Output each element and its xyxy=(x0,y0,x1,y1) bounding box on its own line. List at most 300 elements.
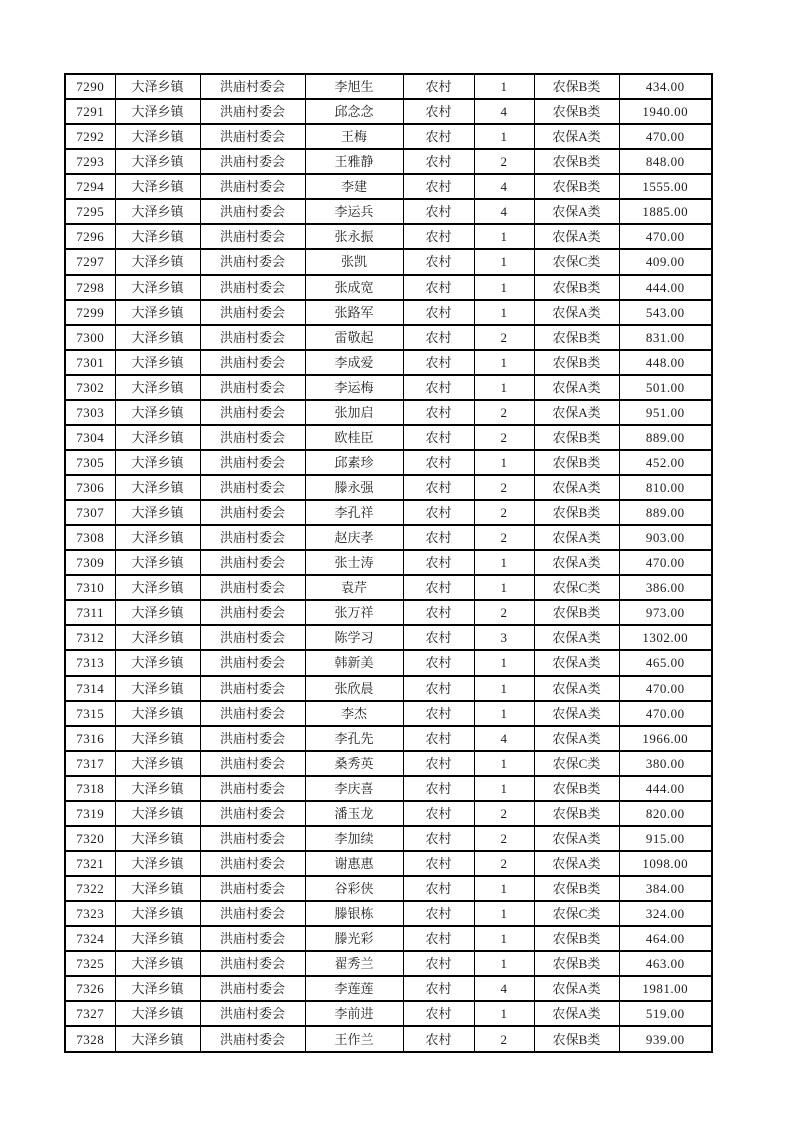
cell-id: 7303 xyxy=(65,400,115,425)
cell-category: 农保A类 xyxy=(534,300,619,325)
cell-amount: 1885.00 xyxy=(619,199,712,224)
table-row xyxy=(65,149,712,174)
cell-category: 农保C类 xyxy=(534,575,619,600)
cell-amount: 444.00 xyxy=(619,275,712,300)
cell-type: 农村 xyxy=(403,801,474,826)
cell-count: 1 xyxy=(474,676,534,701)
table-row xyxy=(65,425,712,450)
cell-amount: 380.00 xyxy=(619,751,712,776)
cell-name: 张成宽 xyxy=(305,275,403,300)
cell-town: 大泽乡镇 xyxy=(115,249,200,274)
cell-count: 1 xyxy=(474,751,534,776)
cell-town: 大泽乡镇 xyxy=(115,149,200,174)
cell-type: 农村 xyxy=(403,199,474,224)
cell-village: 洪庙村委会 xyxy=(200,149,305,174)
cell-id: 7328 xyxy=(65,1026,115,1052)
cell-type: 农村 xyxy=(403,450,474,475)
cell-town: 大泽乡镇 xyxy=(115,701,200,726)
cell-amount: 464.00 xyxy=(619,926,712,951)
cell-count: 4 xyxy=(474,199,534,224)
cell-id: 7302 xyxy=(65,375,115,400)
cell-town: 大泽乡镇 xyxy=(115,400,200,425)
cell-category: 农保A类 xyxy=(534,851,619,876)
cell-id: 7326 xyxy=(65,976,115,1001)
table-body xyxy=(65,74,712,1052)
cell-village: 洪庙村委会 xyxy=(200,926,305,951)
cell-count: 1 xyxy=(474,575,534,600)
cell-type: 农村 xyxy=(403,525,474,550)
cell-village: 洪庙村委会 xyxy=(200,249,305,274)
table-row xyxy=(65,826,712,851)
cell-count: 2 xyxy=(474,500,534,525)
cell-count: 2 xyxy=(474,851,534,876)
table-row xyxy=(65,701,712,726)
cell-name: 李莲莲 xyxy=(305,976,403,1001)
cell-town: 大泽乡镇 xyxy=(115,575,200,600)
cell-town: 大泽乡镇 xyxy=(115,425,200,450)
cell-name: 滕银栋 xyxy=(305,901,403,926)
cell-type: 农村 xyxy=(403,701,474,726)
cell-town: 大泽乡镇 xyxy=(115,350,200,375)
cell-name: 陈学习 xyxy=(305,625,403,650)
cell-type: 农村 xyxy=(403,99,474,124)
cell-count: 4 xyxy=(474,726,534,751)
cell-type: 农村 xyxy=(403,625,474,650)
cell-amount: 1981.00 xyxy=(619,976,712,1001)
cell-category: 农保B类 xyxy=(534,500,619,525)
cell-type: 农村 xyxy=(403,676,474,701)
cell-amount: 848.00 xyxy=(619,149,712,174)
cell-village: 洪庙村委会 xyxy=(200,375,305,400)
cell-type: 农村 xyxy=(403,300,474,325)
table-row xyxy=(65,926,712,951)
cell-village: 洪庙村委会 xyxy=(200,1026,305,1052)
cell-count: 2 xyxy=(474,149,534,174)
cell-type: 农村 xyxy=(403,475,474,500)
table-row xyxy=(65,801,712,826)
cell-type: 农村 xyxy=(403,650,474,675)
cell-amount: 470.00 xyxy=(619,224,712,249)
cell-id: 7299 xyxy=(65,300,115,325)
cell-count: 4 xyxy=(474,976,534,1001)
table-row xyxy=(65,901,712,926)
cell-type: 农村 xyxy=(403,425,474,450)
cell-category: 农保B类 xyxy=(534,74,619,99)
cell-village: 洪庙村委会 xyxy=(200,525,305,550)
cell-id: 7293 xyxy=(65,149,115,174)
cell-name: 邱念念 xyxy=(305,99,403,124)
table-row xyxy=(65,600,712,625)
cell-amount: 452.00 xyxy=(619,450,712,475)
cell-name: 李前进 xyxy=(305,1001,403,1026)
cell-amount: 939.00 xyxy=(619,1026,712,1052)
cell-count: 1 xyxy=(474,249,534,274)
cell-village: 洪庙村委会 xyxy=(200,275,305,300)
cell-count: 1 xyxy=(474,650,534,675)
cell-name: 张士涛 xyxy=(305,550,403,575)
cell-town: 大泽乡镇 xyxy=(115,851,200,876)
cell-village: 洪庙村委会 xyxy=(200,500,305,525)
cell-village: 洪庙村委会 xyxy=(200,99,305,124)
table-row xyxy=(65,500,712,525)
cell-category: 农保A类 xyxy=(534,1001,619,1026)
cell-town: 大泽乡镇 xyxy=(115,275,200,300)
cell-category: 农保A类 xyxy=(534,625,619,650)
table-row xyxy=(65,174,712,199)
cell-id: 7309 xyxy=(65,550,115,575)
cell-village: 洪庙村委会 xyxy=(200,1001,305,1026)
cell-type: 农村 xyxy=(403,776,474,801)
cell-id: 7301 xyxy=(65,350,115,375)
table-row xyxy=(65,350,712,375)
cell-count: 1 xyxy=(474,300,534,325)
cell-category: 农保B类 xyxy=(534,425,619,450)
cell-count: 4 xyxy=(474,99,534,124)
cell-name: 李旭生 xyxy=(305,74,403,99)
table-row xyxy=(65,1026,712,1052)
cell-id: 7307 xyxy=(65,500,115,525)
cell-amount: 543.00 xyxy=(619,300,712,325)
table-row xyxy=(65,300,712,325)
cell-category: 农保B类 xyxy=(534,275,619,300)
cell-count: 1 xyxy=(474,926,534,951)
table-row xyxy=(65,475,712,500)
cell-village: 洪庙村委会 xyxy=(200,851,305,876)
cell-category: 农保A类 xyxy=(534,199,619,224)
cell-count: 2 xyxy=(474,425,534,450)
cell-amount: 324.00 xyxy=(619,901,712,926)
cell-town: 大泽乡镇 xyxy=(115,375,200,400)
cell-type: 农村 xyxy=(403,826,474,851)
cell-name: 王作兰 xyxy=(305,1026,403,1052)
table-row xyxy=(65,124,712,149)
cell-count: 1 xyxy=(474,876,534,901)
cell-town: 大泽乡镇 xyxy=(115,500,200,525)
cell-category: 农保A类 xyxy=(534,375,619,400)
cell-town: 大泽乡镇 xyxy=(115,325,200,350)
cell-town: 大泽乡镇 xyxy=(115,876,200,901)
cell-village: 洪庙村委会 xyxy=(200,676,305,701)
cell-type: 农村 xyxy=(403,325,474,350)
cell-amount: 810.00 xyxy=(619,475,712,500)
cell-type: 农村 xyxy=(403,550,474,575)
cell-amount: 386.00 xyxy=(619,575,712,600)
cell-type: 农村 xyxy=(403,275,474,300)
cell-id: 7297 xyxy=(65,249,115,274)
cell-name: 欧桂臣 xyxy=(305,425,403,450)
cell-type: 农村 xyxy=(403,901,474,926)
cell-count: 1 xyxy=(474,550,534,575)
cell-amount: 1940.00 xyxy=(619,99,712,124)
cell-town: 大泽乡镇 xyxy=(115,951,200,976)
cell-town: 大泽乡镇 xyxy=(115,801,200,826)
cell-amount: 951.00 xyxy=(619,400,712,425)
cell-id: 7298 xyxy=(65,275,115,300)
cell-id: 7296 xyxy=(65,224,115,249)
table-row xyxy=(65,275,712,300)
cell-type: 农村 xyxy=(403,876,474,901)
cell-town: 大泽乡镇 xyxy=(115,650,200,675)
table-row xyxy=(65,776,712,801)
cell-town: 大泽乡镇 xyxy=(115,926,200,951)
cell-town: 大泽乡镇 xyxy=(115,99,200,124)
cell-name: 张加启 xyxy=(305,400,403,425)
cell-town: 大泽乡镇 xyxy=(115,600,200,625)
cell-village: 洪庙村委会 xyxy=(200,425,305,450)
cell-category: 农保A类 xyxy=(534,976,619,1001)
cell-town: 大泽乡镇 xyxy=(115,625,200,650)
cell-count: 1 xyxy=(474,124,534,149)
cell-name: 滕永强 xyxy=(305,475,403,500)
cell-village: 洪庙村委会 xyxy=(200,400,305,425)
cell-name: 李运梅 xyxy=(305,375,403,400)
cell-amount: 463.00 xyxy=(619,951,712,976)
cell-category: 农保B类 xyxy=(534,174,619,199)
cell-id: 7321 xyxy=(65,851,115,876)
cell-type: 农村 xyxy=(403,375,474,400)
table-row xyxy=(65,951,712,976)
table-row xyxy=(65,525,712,550)
cell-village: 洪庙村委会 xyxy=(200,976,305,1001)
cell-amount: 820.00 xyxy=(619,801,712,826)
table-row xyxy=(65,400,712,425)
cell-category: 农保C类 xyxy=(534,901,619,926)
cell-category: 农保A类 xyxy=(534,475,619,500)
cell-amount: 470.00 xyxy=(619,124,712,149)
cell-id: 7317 xyxy=(65,751,115,776)
cell-category: 农保B类 xyxy=(534,801,619,826)
cell-id: 7311 xyxy=(65,600,115,625)
cell-name: 雷敬起 xyxy=(305,325,403,350)
cell-village: 洪庙村委会 xyxy=(200,124,305,149)
cell-category: 农保B类 xyxy=(534,951,619,976)
cell-town: 大泽乡镇 xyxy=(115,450,200,475)
cell-count: 1 xyxy=(474,450,534,475)
cell-id: 7306 xyxy=(65,475,115,500)
table-row xyxy=(65,199,712,224)
cell-type: 农村 xyxy=(403,851,474,876)
cell-category: 农保B类 xyxy=(534,926,619,951)
cell-town: 大泽乡镇 xyxy=(115,826,200,851)
cell-id: 7324 xyxy=(65,926,115,951)
cell-name: 赵庆孝 xyxy=(305,525,403,550)
cell-id: 7319 xyxy=(65,801,115,826)
cell-amount: 889.00 xyxy=(619,500,712,525)
cell-village: 洪庙村委会 xyxy=(200,751,305,776)
cell-category: 农保B类 xyxy=(534,99,619,124)
cell-name: 滕光彩 xyxy=(305,926,403,951)
cell-count: 2 xyxy=(474,826,534,851)
cell-count: 2 xyxy=(474,475,534,500)
cell-village: 洪庙村委会 xyxy=(200,625,305,650)
cell-amount: 434.00 xyxy=(619,74,712,99)
cell-town: 大泽乡镇 xyxy=(115,976,200,1001)
cell-name: 王梅 xyxy=(305,124,403,149)
cell-count: 1 xyxy=(474,350,534,375)
cell-count: 2 xyxy=(474,400,534,425)
cell-name: 张路军 xyxy=(305,300,403,325)
cell-village: 洪庙村委会 xyxy=(200,801,305,826)
cell-id: 7323 xyxy=(65,901,115,926)
cell-name: 邱素珍 xyxy=(305,450,403,475)
cell-category: 农保A类 xyxy=(534,826,619,851)
cell-category: 农保A类 xyxy=(534,676,619,701)
cell-type: 农村 xyxy=(403,926,474,951)
cell-amount: 1966.00 xyxy=(619,726,712,751)
cell-count: 1 xyxy=(474,74,534,99)
cell-category: 农保C类 xyxy=(534,249,619,274)
cell-id: 7313 xyxy=(65,650,115,675)
cell-type: 农村 xyxy=(403,751,474,776)
cell-id: 7316 xyxy=(65,726,115,751)
cell-village: 洪庙村委会 xyxy=(200,826,305,851)
cell-category: 农保B类 xyxy=(534,149,619,174)
cell-name: 王雅静 xyxy=(305,149,403,174)
cell-category: 农保A类 xyxy=(534,726,619,751)
cell-category: 农保B类 xyxy=(534,1026,619,1052)
table-row xyxy=(65,751,712,776)
cell-amount: 915.00 xyxy=(619,826,712,851)
cell-village: 洪庙村委会 xyxy=(200,475,305,500)
cell-id: 7314 xyxy=(65,676,115,701)
cell-count: 2 xyxy=(474,1026,534,1052)
table-row xyxy=(65,726,712,751)
table-row xyxy=(65,74,712,99)
cell-village: 洪庙村委会 xyxy=(200,726,305,751)
cell-count: 1 xyxy=(474,275,534,300)
cell-village: 洪庙村委会 xyxy=(200,901,305,926)
cell-amount: 444.00 xyxy=(619,776,712,801)
cell-town: 大泽乡镇 xyxy=(115,726,200,751)
cell-count: 2 xyxy=(474,525,534,550)
cell-village: 洪庙村委会 xyxy=(200,174,305,199)
cell-category: 农保B类 xyxy=(534,776,619,801)
table-row xyxy=(65,625,712,650)
cell-category: 农保A类 xyxy=(534,400,619,425)
cell-amount: 831.00 xyxy=(619,325,712,350)
cell-type: 农村 xyxy=(403,726,474,751)
cell-type: 农村 xyxy=(403,400,474,425)
cell-amount: 448.00 xyxy=(619,350,712,375)
cell-village: 洪庙村委会 xyxy=(200,776,305,801)
cell-id: 7294 xyxy=(65,174,115,199)
cell-name: 李建 xyxy=(305,174,403,199)
cell-name: 李成爱 xyxy=(305,350,403,375)
cell-id: 7315 xyxy=(65,701,115,726)
cell-category: 农保B类 xyxy=(534,600,619,625)
cell-id: 7322 xyxy=(65,876,115,901)
cell-id: 7295 xyxy=(65,199,115,224)
cell-type: 农村 xyxy=(403,1026,474,1052)
cell-amount: 384.00 xyxy=(619,876,712,901)
cell-name: 翟秀兰 xyxy=(305,951,403,976)
cell-amount: 470.00 xyxy=(619,701,712,726)
cell-type: 农村 xyxy=(403,500,474,525)
insurance-records-table xyxy=(64,73,713,1053)
cell-amount: 889.00 xyxy=(619,425,712,450)
cell-count: 2 xyxy=(474,325,534,350)
cell-type: 农村 xyxy=(403,124,474,149)
cell-category: 农保A类 xyxy=(534,550,619,575)
cell-town: 大泽乡镇 xyxy=(115,776,200,801)
cell-type: 农村 xyxy=(403,224,474,249)
cell-village: 洪庙村委会 xyxy=(200,876,305,901)
cell-count: 1 xyxy=(474,776,534,801)
table-row xyxy=(65,676,712,701)
cell-village: 洪庙村委会 xyxy=(200,300,305,325)
cell-count: 1 xyxy=(474,1001,534,1026)
cell-amount: 1555.00 xyxy=(619,174,712,199)
cell-count: 1 xyxy=(474,375,534,400)
cell-name: 李杰 xyxy=(305,701,403,726)
cell-name: 李运兵 xyxy=(305,199,403,224)
cell-category: 农保A类 xyxy=(534,525,619,550)
cell-village: 洪庙村委会 xyxy=(200,450,305,475)
cell-count: 1 xyxy=(474,951,534,976)
cell-id: 7325 xyxy=(65,951,115,976)
table-row xyxy=(65,325,712,350)
cell-name: 袁芹 xyxy=(305,575,403,600)
cell-amount: 903.00 xyxy=(619,525,712,550)
table-row xyxy=(65,224,712,249)
table-row xyxy=(65,976,712,1001)
cell-name: 张凯 xyxy=(305,249,403,274)
cell-id: 7292 xyxy=(65,124,115,149)
table-row xyxy=(65,550,712,575)
cell-amount: 470.00 xyxy=(619,676,712,701)
cell-category: 农保A类 xyxy=(534,650,619,675)
cell-village: 洪庙村委会 xyxy=(200,575,305,600)
cell-name: 谷彩侠 xyxy=(305,876,403,901)
cell-count: 1 xyxy=(474,701,534,726)
cell-name: 张永振 xyxy=(305,224,403,249)
cell-id: 7304 xyxy=(65,425,115,450)
cell-name: 张欣晨 xyxy=(305,676,403,701)
cell-type: 农村 xyxy=(403,350,474,375)
table-row xyxy=(65,876,712,901)
cell-amount: 519.00 xyxy=(619,1001,712,1026)
table-row xyxy=(65,650,712,675)
table-row xyxy=(65,851,712,876)
cell-amount: 1302.00 xyxy=(619,625,712,650)
cell-town: 大泽乡镇 xyxy=(115,199,200,224)
table-row xyxy=(65,249,712,274)
cell-type: 农村 xyxy=(403,1001,474,1026)
cell-village: 洪庙村委会 xyxy=(200,650,305,675)
cell-village: 洪庙村委会 xyxy=(200,550,305,575)
table-row xyxy=(65,375,712,400)
cell-category: 农保B类 xyxy=(534,325,619,350)
cell-id: 7320 xyxy=(65,826,115,851)
cell-name: 桑秀英 xyxy=(305,751,403,776)
cell-town: 大泽乡镇 xyxy=(115,74,200,99)
cell-village: 洪庙村委会 xyxy=(200,74,305,99)
cell-town: 大泽乡镇 xyxy=(115,525,200,550)
cell-village: 洪庙村委会 xyxy=(200,951,305,976)
cell-town: 大泽乡镇 xyxy=(115,300,200,325)
table-row xyxy=(65,450,712,475)
cell-type: 农村 xyxy=(403,600,474,625)
cell-id: 7290 xyxy=(65,74,115,99)
cell-count: 4 xyxy=(474,174,534,199)
table-row xyxy=(65,575,712,600)
cell-type: 农村 xyxy=(403,174,474,199)
cell-town: 大泽乡镇 xyxy=(115,751,200,776)
cell-category: 农保A类 xyxy=(534,224,619,249)
cell-category: 农保A类 xyxy=(534,124,619,149)
cell-count: 1 xyxy=(474,224,534,249)
cell-category: 农保B类 xyxy=(534,350,619,375)
